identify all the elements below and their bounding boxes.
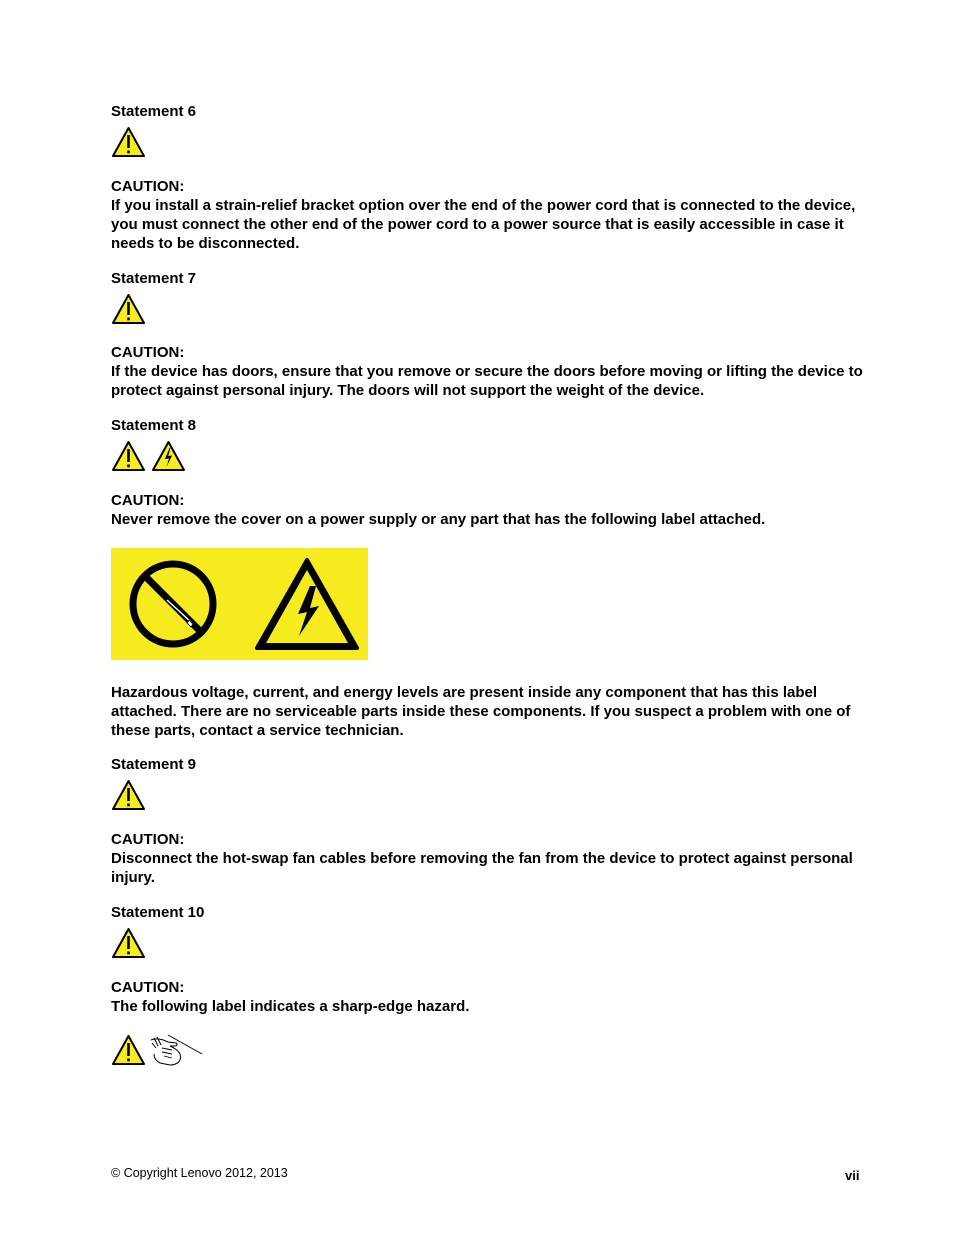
statement-6-caution — [111, 177, 863, 253]
statement-9-caution — [111, 830, 863, 887]
statement-8-title: Statement 8 — [111, 417, 197, 434]
caution-text: Never remove the cover on a power supply or any part that has the following label attached. — [111, 511, 766, 528]
caution-label: CAUTION: — [111, 492, 185, 509]
caution-triangle-icon — [111, 779, 146, 811]
statement-10-caution — [111, 978, 863, 1016]
caution-triangle-icon — [111, 440, 146, 472]
statement-10-title: Statement 10 — [111, 904, 205, 921]
caution-text: If you install a strain-relief bracket option over the end of the power cord that is connected to the device, you must connect the other end of the power cord to a power source that is easily accessible in case it needs to be disconnected. — [111, 197, 856, 252]
caution-label: CAUTION: — [111, 344, 185, 361]
caution-triangle-icon — [111, 1034, 146, 1066]
sharp-edge-hand-icon — [148, 1034, 204, 1066]
hazard-label-image — [111, 548, 368, 660]
caution-text: Disconnect the hot-swap fan cables before removing the fan from the device to protect against personal injury. — [111, 850, 853, 886]
statement-7-caution — [111, 343, 863, 400]
caution-label: CAUTION: — [111, 178, 185, 195]
copyright-notice: © Copyright Lenovo 2012, 2013 — [111, 1166, 288, 1180]
caution-text: The following label indicates a sharp-edge hazard. — [111, 998, 470, 1015]
statement-7-title: Statement 7 — [111, 270, 197, 287]
caution-label: CAUTION: — [111, 831, 185, 848]
statement-6-title: Statement 6 — [111, 103, 197, 120]
caution-triangle-icon — [111, 293, 146, 325]
electrical-hazard-icon — [151, 440, 186, 472]
page-number: vii — [845, 1168, 860, 1183]
caution-triangle-icon — [111, 126, 146, 158]
statement-9-title: Statement 9 — [111, 756, 197, 773]
caution-label: CAUTION: — [111, 979, 185, 996]
caution-text: If the device has doors, ensure that you remove or secure the doors before moving or lifting the device to protect against personal injury. The doors will not support the weight of the device. — [111, 363, 863, 399]
caution-triangle-icon — [111, 927, 146, 959]
statement-8-caution — [111, 491, 863, 529]
statement-8-hazard-text: Hazardous voltage, current, and energy levels are present inside any component that has this label attached. There are no serviceable parts inside these components. If you suspect a problem with one of these parts, contact a service technician. — [111, 684, 851, 739]
